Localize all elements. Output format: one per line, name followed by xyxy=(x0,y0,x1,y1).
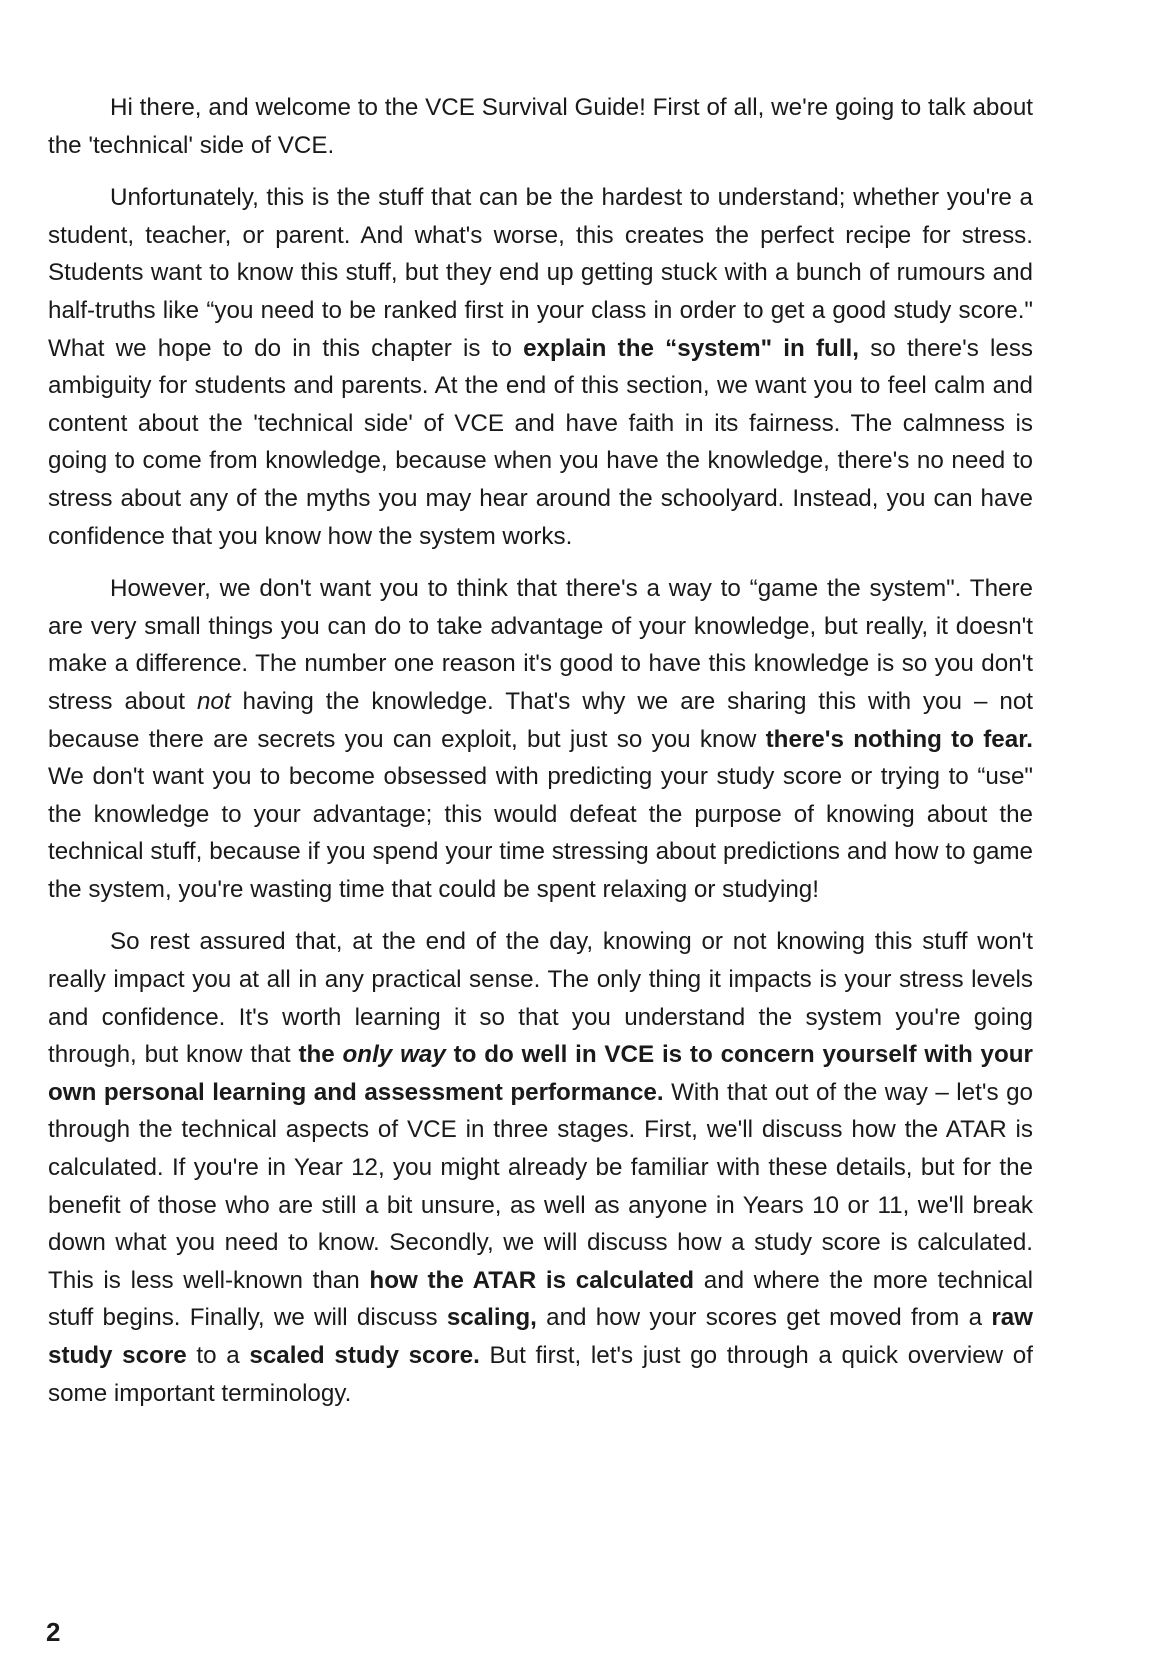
text-run: But first, let's just go through a quick overview of some important terminology. xyxy=(48,1342,1033,1407)
text-run: so there's less ambiguity for students and parents. At the end of this section, we want you to feel calm and content about the 'technical side' of VCE and have faith in its fairness. The calmness is going to come from knowledge, because when you have the knowledge, there's no need to stress about any of the myths you may hear around the schoolyard. Instead, you can have confidence that you know how the system works. xyxy=(48,334,1034,550)
emphasis-bold: there's nothing to fear. xyxy=(765,725,1033,753)
page-number: 2 xyxy=(46,1617,61,1647)
emphasis-bold: scaling, xyxy=(446,1304,537,1332)
emphasis-bold: scaled study score. xyxy=(249,1342,480,1369)
emphasis-bold: to do well in VCE is to concern yourself with your own personal learning and assessment performance. xyxy=(48,1041,1033,1106)
text-run: having the knowledge. That's why we are sharing this with you – not because there are secrets you can exploit, but just so you know xyxy=(48,687,1033,753)
text-run: to a xyxy=(186,1342,250,1369)
body-paragraph xyxy=(48,570,1033,908)
emphasis-bold: the xyxy=(298,1041,343,1069)
text-run: and where the more technical stuff begins. Finally, we will discuss xyxy=(48,1266,1033,1332)
page-body xyxy=(48,89,1033,1412)
text-run: Unfortunately, this is the stuff that can be the hardest to understand; whether you're a student, teacher, or parent. And what's worse, this creates the perfect recipe for stress. Students want to know this stuff, but they end up getting stuck with a bunch of rumours and half-truths like “you need to be ranked first in your class in order to get a good study score." What we hope to do in this chapter is to xyxy=(48,184,1033,362)
emphasis-italic: not xyxy=(196,687,231,715)
text-run: With that out of the way – let's go through the technical aspects of VCE in three stages. First, we'll discuss how the ATAR is calculated. If you're in Year 12, you might already be familiar with these details, but for the benefit of those who are still a bit unsure, as well as anyone in Years 10 or 11, we'll break down what you need to know. Secondly, we will discuss how a study score is calculated. This is less well-known than xyxy=(48,1078,1033,1294)
text-run: We don't want you to become obsessed with predicting your study score or trying to “use" the knowledge to your advantage; this would defeat the purpose of knowing about the technical stuff, because if you spend your time stressing about predictions and how to game the system, you're wasting time that could be spent relaxing or studying! xyxy=(48,763,1033,903)
text-run: However, we don't want you to think that there's a way to “game the system". There are very small things you can do to take advantage of your knowledge, but really, it doesn't make a difference. The number one reason it's good to have this knowledge is so you don't stress about xyxy=(48,575,1033,715)
text-run: Hi there, and welcome to the VCE Survival Guide! First of all, we're going to talk about the 'technical' side of VCE. xyxy=(48,94,1033,159)
text-run: So rest assured that, at the end of the day, knowing or not knowing this stuff won't really impact you at all in any practical sense. The only thing it impacts is your stress levels and confidence. It's worth learning it so that you understand the system you're going through, but know that xyxy=(48,928,1033,1069)
emphasis-bold: how the ATAR is calculated xyxy=(369,1266,695,1294)
text-run: and how your scores get moved from a xyxy=(536,1304,992,1332)
body-paragraph xyxy=(48,179,1033,555)
emphasis-bold: raw study score xyxy=(48,1304,1033,1369)
body-paragraph xyxy=(48,923,1033,1412)
emphasis-bold-italic: only way xyxy=(342,1041,446,1069)
body-paragraph xyxy=(48,89,1033,164)
emphasis-bold: explain the “system" in full, xyxy=(523,334,859,362)
